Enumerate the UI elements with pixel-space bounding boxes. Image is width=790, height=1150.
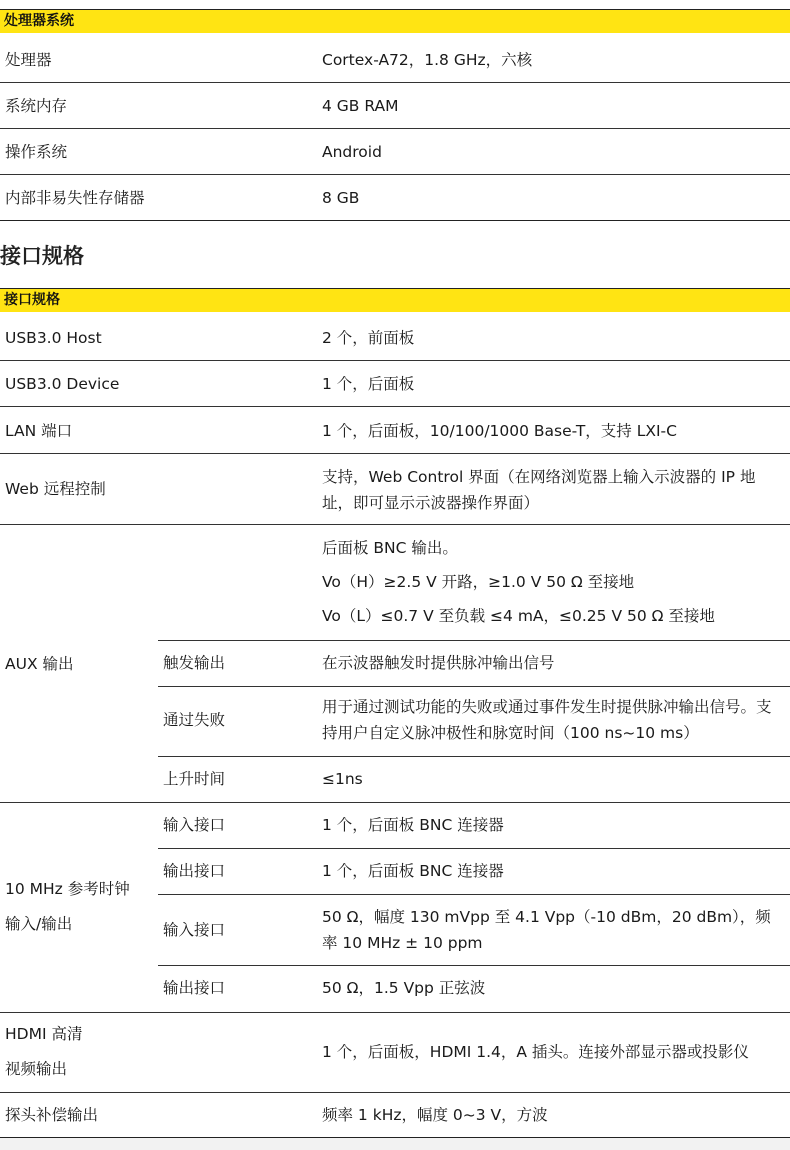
row-label-web: Web 远程控制: [5, 480, 106, 498]
row-label-ref-clock-2: 输入/输出: [5, 915, 73, 933]
row-label-hdmi-1: HDMI 高清: [5, 1025, 83, 1043]
page-section-title: 接口规格: [0, 244, 84, 268]
divider: [0, 1092, 790, 1093]
row-label-hdmi-2: 视频输出: [5, 1060, 68, 1078]
divider: [0, 220, 790, 221]
section-header-interface: 接口规格: [0, 288, 790, 312]
row-value-os: Android: [322, 143, 382, 161]
divider: [158, 686, 790, 687]
aux-line-1: 后面板 BNC 输出。: [322, 539, 458, 557]
divider: [158, 965, 790, 966]
row-label-storage: 内部非易失性存储器: [5, 189, 145, 207]
sub-label-rise-time: 上升时间: [163, 770, 226, 788]
row-value-web: 支持，Web Control 界面（在网络浏览器上输入示波器的 IP 地址，即可显示示波器操作界面）: [322, 468, 756, 512]
row-value-usb-device: 1 个，后面板: [322, 375, 415, 393]
aux-line-2: Vo（H）≥2.5 V 开路，≥1.0 V 50 Ω 至接地: [322, 573, 635, 591]
aux-line-3: Vo（L）≤0.7 V 至负载 ≤4 mA，≤0.25 V 50 Ω 至接地: [322, 607, 715, 625]
divider: [0, 128, 790, 129]
row-label-probe-comp: 探头补偿输出: [5, 1106, 99, 1124]
divider: [158, 894, 790, 895]
divider: [0, 802, 790, 803]
sub-label-input-spec: 输入接口: [163, 921, 226, 939]
row-label-aux: AUX 输出: [5, 655, 74, 673]
divider: [0, 1012, 790, 1013]
row-value-lan: 1 个，后面板，10/100/1000 Base-T，支持 LXI-C: [322, 422, 677, 440]
sub-label-output-port: 输出接口: [163, 862, 226, 880]
sub-value-output-port: 1 个，后面板 BNC 连接器: [322, 862, 504, 880]
sub-value-output-spec: 50 Ω，1.5 Vpp 正弦波: [322, 979, 486, 997]
row-value-usb-host: 2 个，前面板: [322, 329, 415, 347]
sub-value-input-spec: 50 Ω，幅度 130 mVpp 至 4.1 Vpp（-10 dBm，20 dBm），频率 10 MHz ± 10 ppm: [322, 908, 771, 952]
sub-value-trigger-out: 在示波器触发时提供脉冲输出信号: [322, 654, 555, 672]
row-value-storage: 8 GB: [322, 189, 360, 207]
divider: [0, 82, 790, 83]
sub-label-input-port: 输入接口: [163, 816, 226, 834]
row-label-memory: 系统内存: [5, 97, 68, 115]
row-value-hdmi: 1 个，后面板，HDMI 1.4，A 插头。连接外部显示器或投影仪: [322, 1043, 749, 1061]
sub-label-trigger-out: 触发输出: [163, 654, 226, 672]
divider: [0, 174, 790, 175]
section-header-processor: 处理器系统: [0, 9, 790, 33]
divider: [158, 640, 790, 641]
row-label-processor: 处理器: [5, 51, 52, 69]
sub-label-pass-fail: 通过失败: [163, 711, 226, 729]
sub-label-output-spec: 输出接口: [163, 979, 226, 997]
row-label-lan: LAN 端口: [5, 422, 73, 440]
divider: [158, 756, 790, 757]
page-bottom-strip: [0, 1138, 790, 1150]
sub-value-pass-fail: 用于通过测试功能的失败或通过事件发生时提供脉冲输出信号。支持用户自定义脉冲极性和脉宽时间（100 ns~10 ms）: [322, 698, 772, 742]
divider: [0, 524, 790, 525]
row-label-usb-device: USB3.0 Device: [5, 375, 120, 393]
divider: [0, 406, 790, 407]
row-value-probe-comp: 频率 1 kHz，幅度 0~3 V，方波: [322, 1106, 548, 1124]
divider: [158, 848, 790, 849]
row-label-os: 操作系统: [5, 143, 68, 161]
row-value-processor: Cortex-A72，1.8 GHz，六核: [322, 51, 533, 69]
divider: [0, 453, 790, 454]
sub-value-input-port: 1 个，后面板 BNC 连接器: [322, 816, 504, 834]
row-label-ref-clock-1: 10 MHz 参考时钟: [5, 880, 130, 898]
row-value-memory: 4 GB RAM: [322, 97, 399, 115]
divider: [0, 360, 790, 361]
row-label-usb-host: USB3.0 Host: [5, 329, 102, 347]
sub-value-rise-time: ≤1ns: [322, 770, 363, 788]
